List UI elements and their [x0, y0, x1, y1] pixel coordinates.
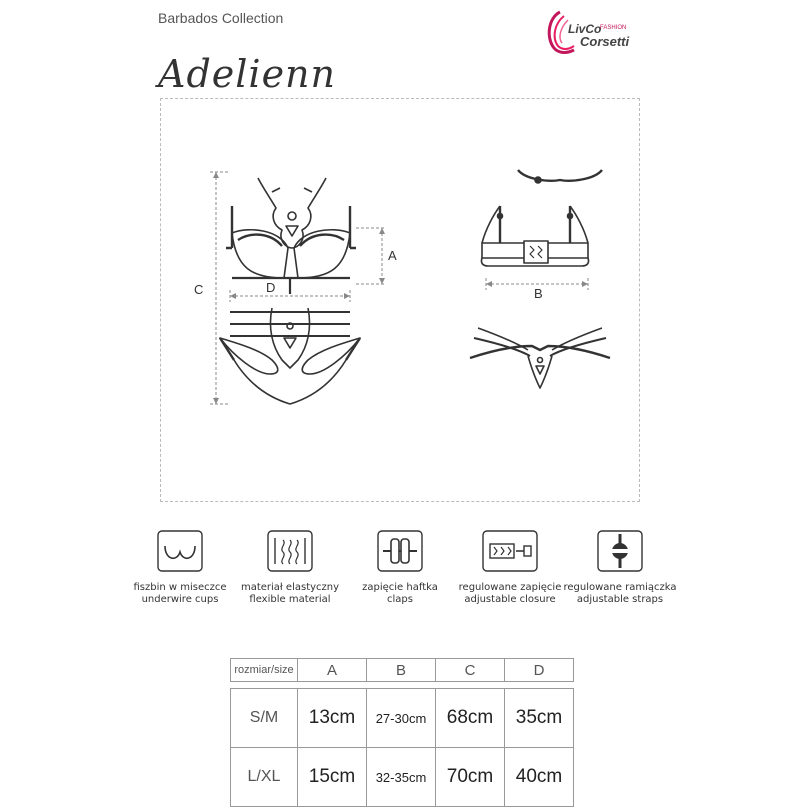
adjustable-straps-icon — [597, 530, 643, 572]
column-header-c: C — [436, 659, 505, 682]
dimension-label-c: C — [194, 282, 204, 297]
feature-label-pl: regulowane zapięcie — [458, 582, 562, 593]
table-row — [231, 748, 574, 807]
feature-adjustable-straps — [560, 530, 680, 606]
value-cell-d: 35cm — [505, 689, 574, 748]
flexible-material-icon — [267, 530, 313, 572]
feature-label-pl: materiał elastyczny — [240, 582, 340, 593]
size-table — [230, 658, 574, 807]
size-column-header: rozmiar/size — [231, 659, 298, 682]
value-cell-b: 27-30cm — [367, 689, 436, 748]
size-cell: L/XL — [231, 748, 298, 807]
column-header-b: B — [367, 659, 436, 682]
dimension-label-a: A — [388, 248, 397, 263]
back-view — [470, 170, 610, 388]
logo-text-corsetti: Corsetti — [580, 34, 630, 49]
dimension-label-d: D — [266, 280, 276, 295]
dimension-label-b: B — [534, 286, 543, 301]
value-cell-d: 40cm — [505, 748, 574, 807]
feature-adjustable-closure — [450, 530, 570, 606]
feature-label-en: adjustable closure — [464, 594, 556, 605]
column-header-a: A — [298, 659, 367, 682]
logo-text-fashion: FASHION — [600, 25, 627, 31]
value-cell-c: 70cm — [436, 748, 505, 807]
size-cell: S/M — [231, 689, 298, 748]
feature-label-en: underwire cups — [141, 594, 219, 605]
feature-label-en: adjustable straps — [576, 594, 664, 605]
value-cell-a: 15cm — [298, 748, 367, 807]
feature-icons — [120, 530, 680, 630]
value-cell-c: 68cm — [436, 689, 505, 748]
value-cell-a: 13cm — [298, 689, 367, 748]
feature-label-en: flexible material — [249, 594, 331, 605]
hook-clasp-icon — [377, 530, 423, 572]
brand-logo — [540, 8, 650, 58]
underwire-cups-icon — [157, 530, 203, 572]
feature-label-en: claps — [387, 594, 413, 605]
feature-label-pl: zapięcie haftka — [362, 582, 438, 593]
product-title: Adelienn — [158, 52, 336, 96]
feature-label-pl: fiszbin w miseczce — [133, 582, 227, 593]
value-cell-b: 32-35cm — [367, 748, 436, 807]
feature-hook-clasp — [340, 530, 460, 606]
feature-flexible — [230, 530, 350, 606]
garment-diagram — [160, 98, 640, 502]
feature-label-pl: regulowane ramiączka — [563, 582, 677, 593]
collection-name: Barbados Collection — [158, 10, 284, 26]
table-row — [231, 689, 574, 748]
logo-text-livco: LivCo — [568, 22, 602, 36]
feature-underwire — [120, 530, 240, 606]
column-header-d: D — [505, 659, 574, 682]
size-table-header — [231, 659, 574, 682]
front-view — [220, 178, 360, 404]
adjustable-closure-icon — [482, 530, 538, 572]
